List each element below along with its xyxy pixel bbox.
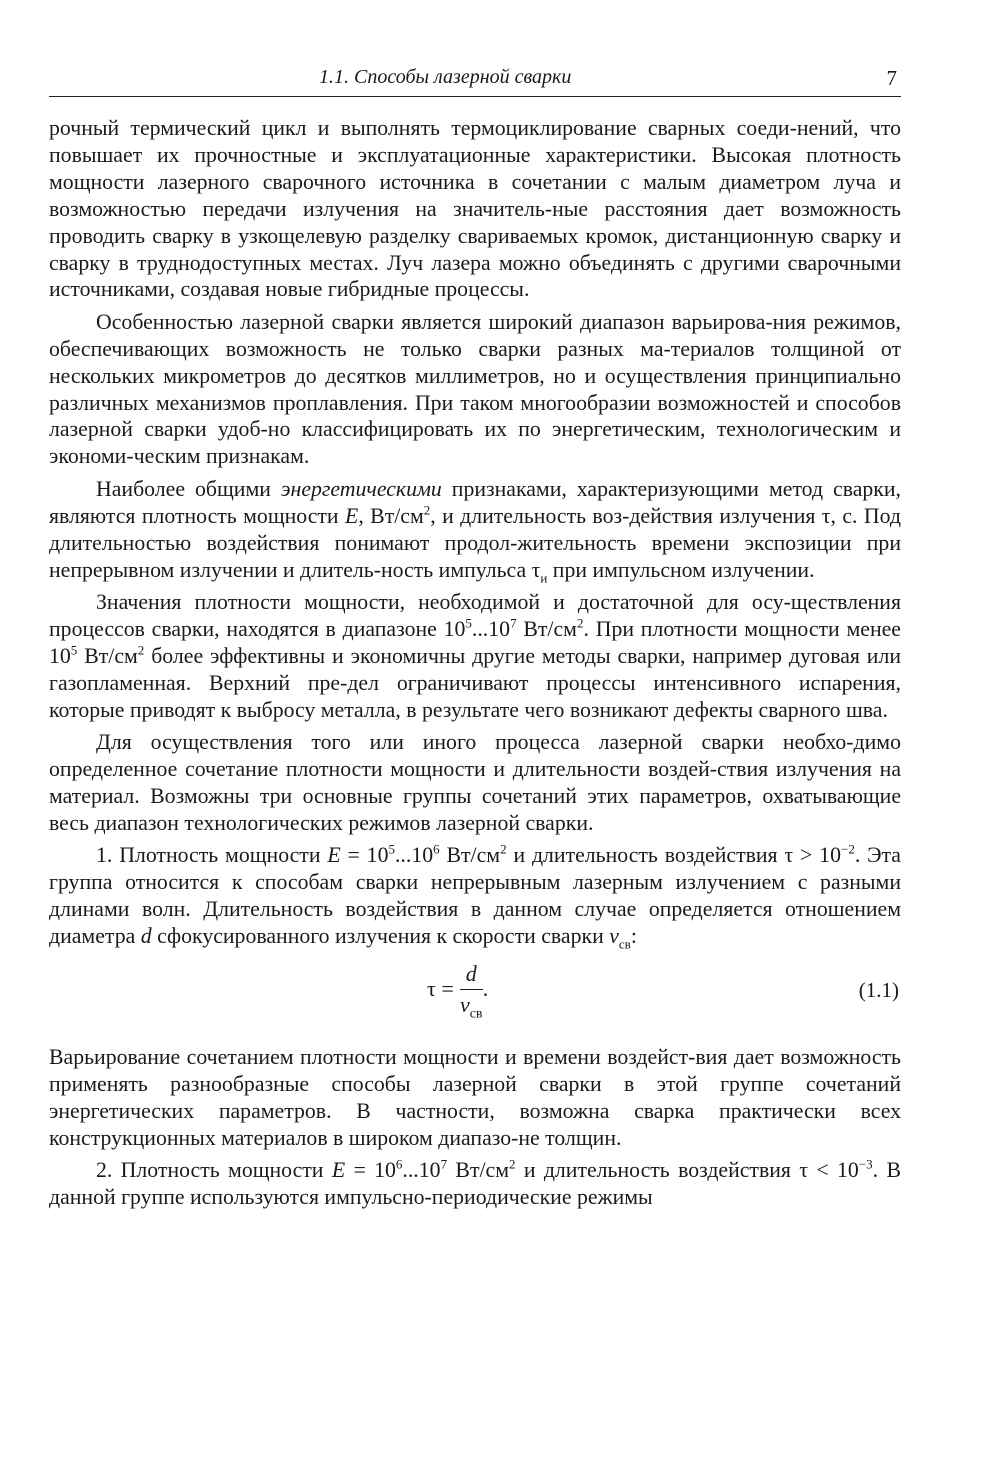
paragraph-3: Наиболее общими энергетическими признаками, характеризующими метод сварки, являются плотность мощности E, $Вт/см^2$, и длительность воз-действия излучения τ, с. Под длительностью воздействия понимают продол-жительность времени экспозиции при непрерывном излучении и длитель-ность импульса $\tau_и$ при импульсном излучении. — [49, 476, 902, 585]
formula-fraction — [460, 959, 483, 1020]
body-text — [49, 115, 901, 1217]
running-title: 1.1. Способы лазерной сварки — [319, 66, 572, 88]
paragraph-2: Особенностью лазерной сварки является широкий диапазон варьирова-ния режимов, обеспечивающих возможность не только сварки разных ма-териалов толщиной от нескольких микрометров до десятков миллиметров, но и осуществления принципиально различных механизмов проплавления. При таком многообразии возможностей и способов лазерной сварки удоб-но классифицировать их по энергетическим, технологическим и экономи-ческим признакам. — [49, 309, 901, 469]
paragraph-1: рочный термический цикл и выполнять термоциклирование сварных соеди-нений, что повышает их прочностные и эксплуатационные характеристики. Высокая плотность мощности лазерного сварочного источника в сочетании с малым диаметром луча и возможностью передачи излучения на значитель-ные расстояния дает возможность проводить сварку в узкощелевую разделку свариваемых кромок, дистанционную сварку и сварку в труднодоступных местах. Луч лазера можно объединять с другими сварочными источниками, создавая новые гибридные процессы. — [49, 116, 901, 302]
page-number: 7 — [886, 66, 897, 90]
formula-denominator: $v_{св}$ — [459, 992, 483, 1022]
formula-trailing: . — [482, 976, 489, 1002]
paragraph-6: 1. Плотность мощности $E = 10^5...10^6$ $Вт/см^2$ и длительность воздействия $\tau > 10^{-2}$. Эта группа относится к способам сварки непрерывным лазерным излучением с разными длинами волн. Длительность воздействия в данном случае определяется отношением диаметра d сфокусированного излучения к скорости сварки $v_{св}$: — [49, 841, 901, 952]
formula-numerator: d — [460, 959, 483, 990]
formula-1-1 — [49, 955, 901, 1027]
formula-lhs: τ = — [427, 976, 454, 1002]
paragraph-4: Значения плотности мощности, необходимой и достаточной для осу-ществления процессов сварки, находятся в диапазоне $10^5...10^7$ $Вт/см^2$. При плотности мощности менее $10^5$ $Вт/см^2$ более эффективны и экономичны другие методы сварки, например дуговая или газопламенная. Верхний пре-дел ограничивают процессы интенсивного испарения, которые приводят к выбросу металла, в результате чего возникают дефекты сварного шва. — [49, 589, 901, 722]
formula-expression — [427, 959, 488, 1020]
paragraph-8: 2. Плотность мощности $E = 10^6...10^7$ $Вт/см^2$ и длительность воздействия $\tau < 10^{-3}$. В данной группе используются импульсно-периодические режимы — [49, 1157, 901, 1210]
paragraph-5: Для осуществления того или иного процесса лазерной сварки необхо-димо определенное сочетание плотности мощности и длительности воздей-ствия излучения на материал. Возможны три основные группы сочетаний этих параметров, охватывающие весь диапазон технологических режимов лазерной сварки. — [49, 729, 901, 835]
formula-number: (1.1) — [858, 978, 899, 1003]
emphasis-term: энергетическими — [280, 476, 442, 501]
paragraph-7: Варьирование сочетанием плотности мощности и времени воздейст-вия дает возможность применять разнообразные способы лазерной сварки в этой группе сочетаний энергетических параметров. В частности, возможна сварка практически всех конструкционных материалов в широком диапазо-не толщин. — [49, 1045, 901, 1150]
running-header — [49, 66, 901, 97]
